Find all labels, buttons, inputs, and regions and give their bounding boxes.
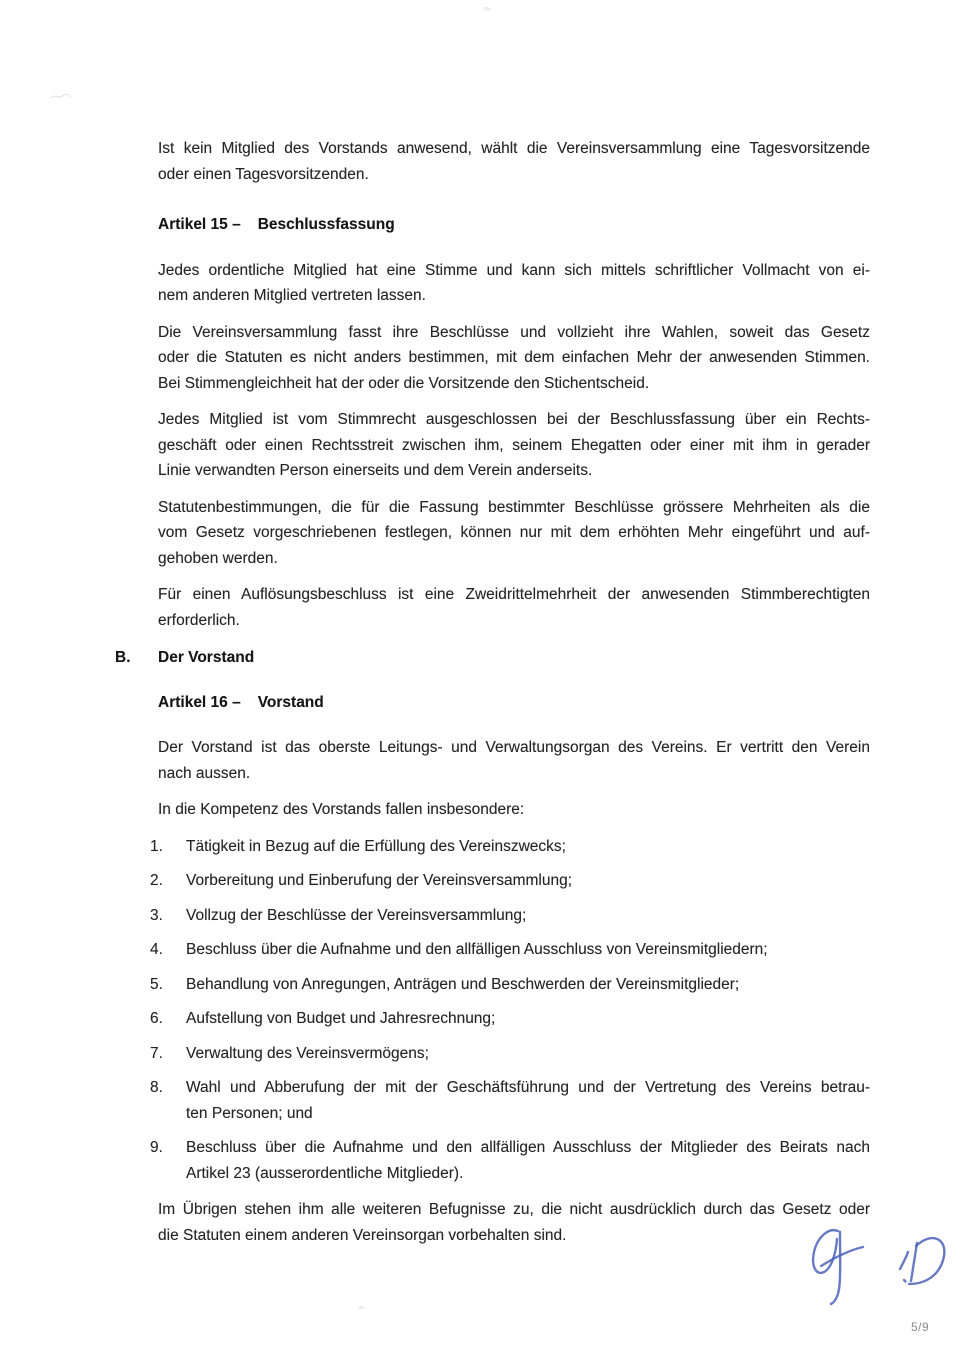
article-title: Vorstand <box>257 693 324 711</box>
text-line: Im Übrigen stehen ihm alle weiteren Befugnisse zu, die nicht ausdrücklich durch das Gesetz oder <box>158 1201 870 1218</box>
list-item-number: 4. <box>150 941 163 958</box>
list-item <box>150 1075 870 1126</box>
text-line: Behandlung von Anregungen, Anträgen und Beschwerden der Vereinsmitglieder; <box>186 975 740 993</box>
list-item-number: 8. <box>150 1079 163 1096</box>
list-item-text <box>186 903 870 929</box>
list-item-text <box>186 937 870 963</box>
section-b-heading <box>115 645 870 671</box>
text-line: geschäft oder einen Rechtsstreit zwischen ihm, seinem Ehegatten oder einer mit ihm in gerader <box>158 436 870 454</box>
list-item <box>150 1135 870 1186</box>
list-item-number: 1. <box>150 837 163 855</box>
text-line: Für einen Auflösungsbeschluss ist eine Zweidrittelmehrheit der anwesenden Stimmberechtigten <box>158 586 870 603</box>
handwritten-initials <box>805 1222 955 1317</box>
text-line: nach aussen. <box>158 764 251 782</box>
text-line: ten Personen; und <box>186 1104 313 1122</box>
list-item <box>150 1006 870 1032</box>
list-item-text <box>186 868 870 894</box>
list-item-number: 7. <box>150 1044 163 1062</box>
text-line: Beschluss über die Aufnahme und den allfälligen Ausschluss der Mitglieder des Beirats nach <box>186 1139 870 1156</box>
list-item-text <box>186 1135 870 1186</box>
page-number: 5/9 <box>911 1320 930 1334</box>
paragraph <box>158 136 870 187</box>
section-letter: B. <box>115 649 131 666</box>
paragraph <box>158 582 870 633</box>
paragraph <box>158 258 870 309</box>
text-line: die Statuten einem anderen Vereinsorgan vorbehalten sind. <box>158 1226 567 1244</box>
text-line: vom Gesetz vorgeschriebenen festlegen, können nur mit dem erhöhten Mehr eingeführt und auf- <box>158 524 870 541</box>
paragraph <box>158 735 870 786</box>
list-item <box>150 868 870 894</box>
list-item <box>150 972 870 998</box>
scan-artifact <box>358 1306 365 1309</box>
article-number: Artikel 16 – <box>158 693 241 711</box>
text-line: Vorbereitung und Einberufung der Vereinsversammlung; <box>186 872 573 889</box>
text-line: nem anderen Mitglied vertreten lassen. <box>158 287 426 304</box>
text-line: Jedes ordentliche Mitglied hat eine Stimme und kann sich mittels schriftlicher Vollmacht von ei- <box>158 261 870 279</box>
document-body <box>115 136 870 1259</box>
text-line: Vollzug der Beschlüsse der Vereinsversammlung; <box>186 906 527 924</box>
list-item <box>150 937 870 963</box>
list-item-number: 5. <box>150 975 163 993</box>
article-number: Artikel 15 – <box>158 216 241 233</box>
text-line: Der Vorstand ist das oberste Leitungs- und Verwaltungsorgan des Vereins. Er vertritt den Verein <box>158 739 870 756</box>
paragraph <box>158 320 870 397</box>
text-line: In die Kompetenz des Vorstands fallen insbesondere: <box>158 801 525 818</box>
scan-artifact <box>483 7 491 11</box>
list-item-text <box>186 1006 870 1032</box>
list-item <box>150 903 870 929</box>
text-line: oder die Statuten es nicht anders bestimmen, mit dem einfachen Mehr der anwesenden Stimmen. <box>158 349 870 366</box>
text-line: gehoben werden. <box>158 549 278 567</box>
paragraph <box>158 495 870 572</box>
article-15-heading <box>158 212 870 238</box>
text-line: Bei Stimmengleichheit hat der oder die Vorsitzende den Stichentscheid. <box>158 374 650 392</box>
text-line: Verwaltung des Vereinsvermögens; <box>186 1044 429 1062</box>
list-item-text <box>186 1041 870 1067</box>
scan-artifact <box>48 88 74 104</box>
text-line: Wahl und Abberufung der mit der Geschäftsführung und der Vertretung des Vereins betrau- <box>186 1079 870 1096</box>
competence-list <box>150 834 870 1187</box>
article-16-heading <box>158 690 870 716</box>
paragraph <box>158 797 870 823</box>
text-line: oder einen Tagesvorsitzenden. <box>158 165 369 183</box>
text-line: Jedes Mitglied ist vom Stimmrecht ausgeschlossen bei der Beschlussfassung über ein Rechts- <box>158 411 870 428</box>
text-line: Tätigkeit in Bezug auf die Erfüllung des Vereinszwecks; <box>186 837 566 855</box>
text-line: Ist kein Mitglied des Vorstands anwesend, wählt die Vereinsversammlung eine Tagesvorsitzende <box>158 140 870 157</box>
text-line: Beschluss über die Aufnahme und den allfälligen Ausschluss von Vereinsmitgliedern; <box>186 941 768 958</box>
text-line: erforderlich. <box>158 611 240 629</box>
list-item <box>150 1041 870 1067</box>
list-item-text <box>186 972 870 998</box>
text-line: Linie verwandten Person einerseits und dem Verein anderseits. <box>158 462 593 479</box>
section-title: Der Vorstand <box>158 649 255 666</box>
text-line: Die Vereinsversammlung fasst ihre Beschlüsse und vollzieht ihre Wahlen, soweit das Gesetz <box>158 323 870 341</box>
paragraph <box>158 1197 870 1248</box>
list-item-number: 2. <box>150 872 163 889</box>
list-item-text <box>186 834 870 860</box>
list-item-number: 6. <box>150 1010 163 1027</box>
text-line: Statutenbestimmungen, die für die Fassung bestimmter Beschlüsse grössere Mehrheiten als die <box>158 498 870 516</box>
list-item-number: 9. <box>150 1139 163 1156</box>
list-item-number: 3. <box>150 906 163 924</box>
text-line: Aufstellung von Budget und Jahresrechnung; <box>186 1010 496 1027</box>
article-title: Beschlussfassung <box>257 216 395 233</box>
initial-mark-1 <box>813 1230 863 1304</box>
list-item-text <box>186 1075 870 1126</box>
initial-mark-2 <box>900 1238 944 1284</box>
text-line: Artikel 23 (ausserordentliche Mitglieder). <box>186 1164 464 1182</box>
list-item <box>150 834 870 860</box>
paragraph <box>158 407 870 484</box>
